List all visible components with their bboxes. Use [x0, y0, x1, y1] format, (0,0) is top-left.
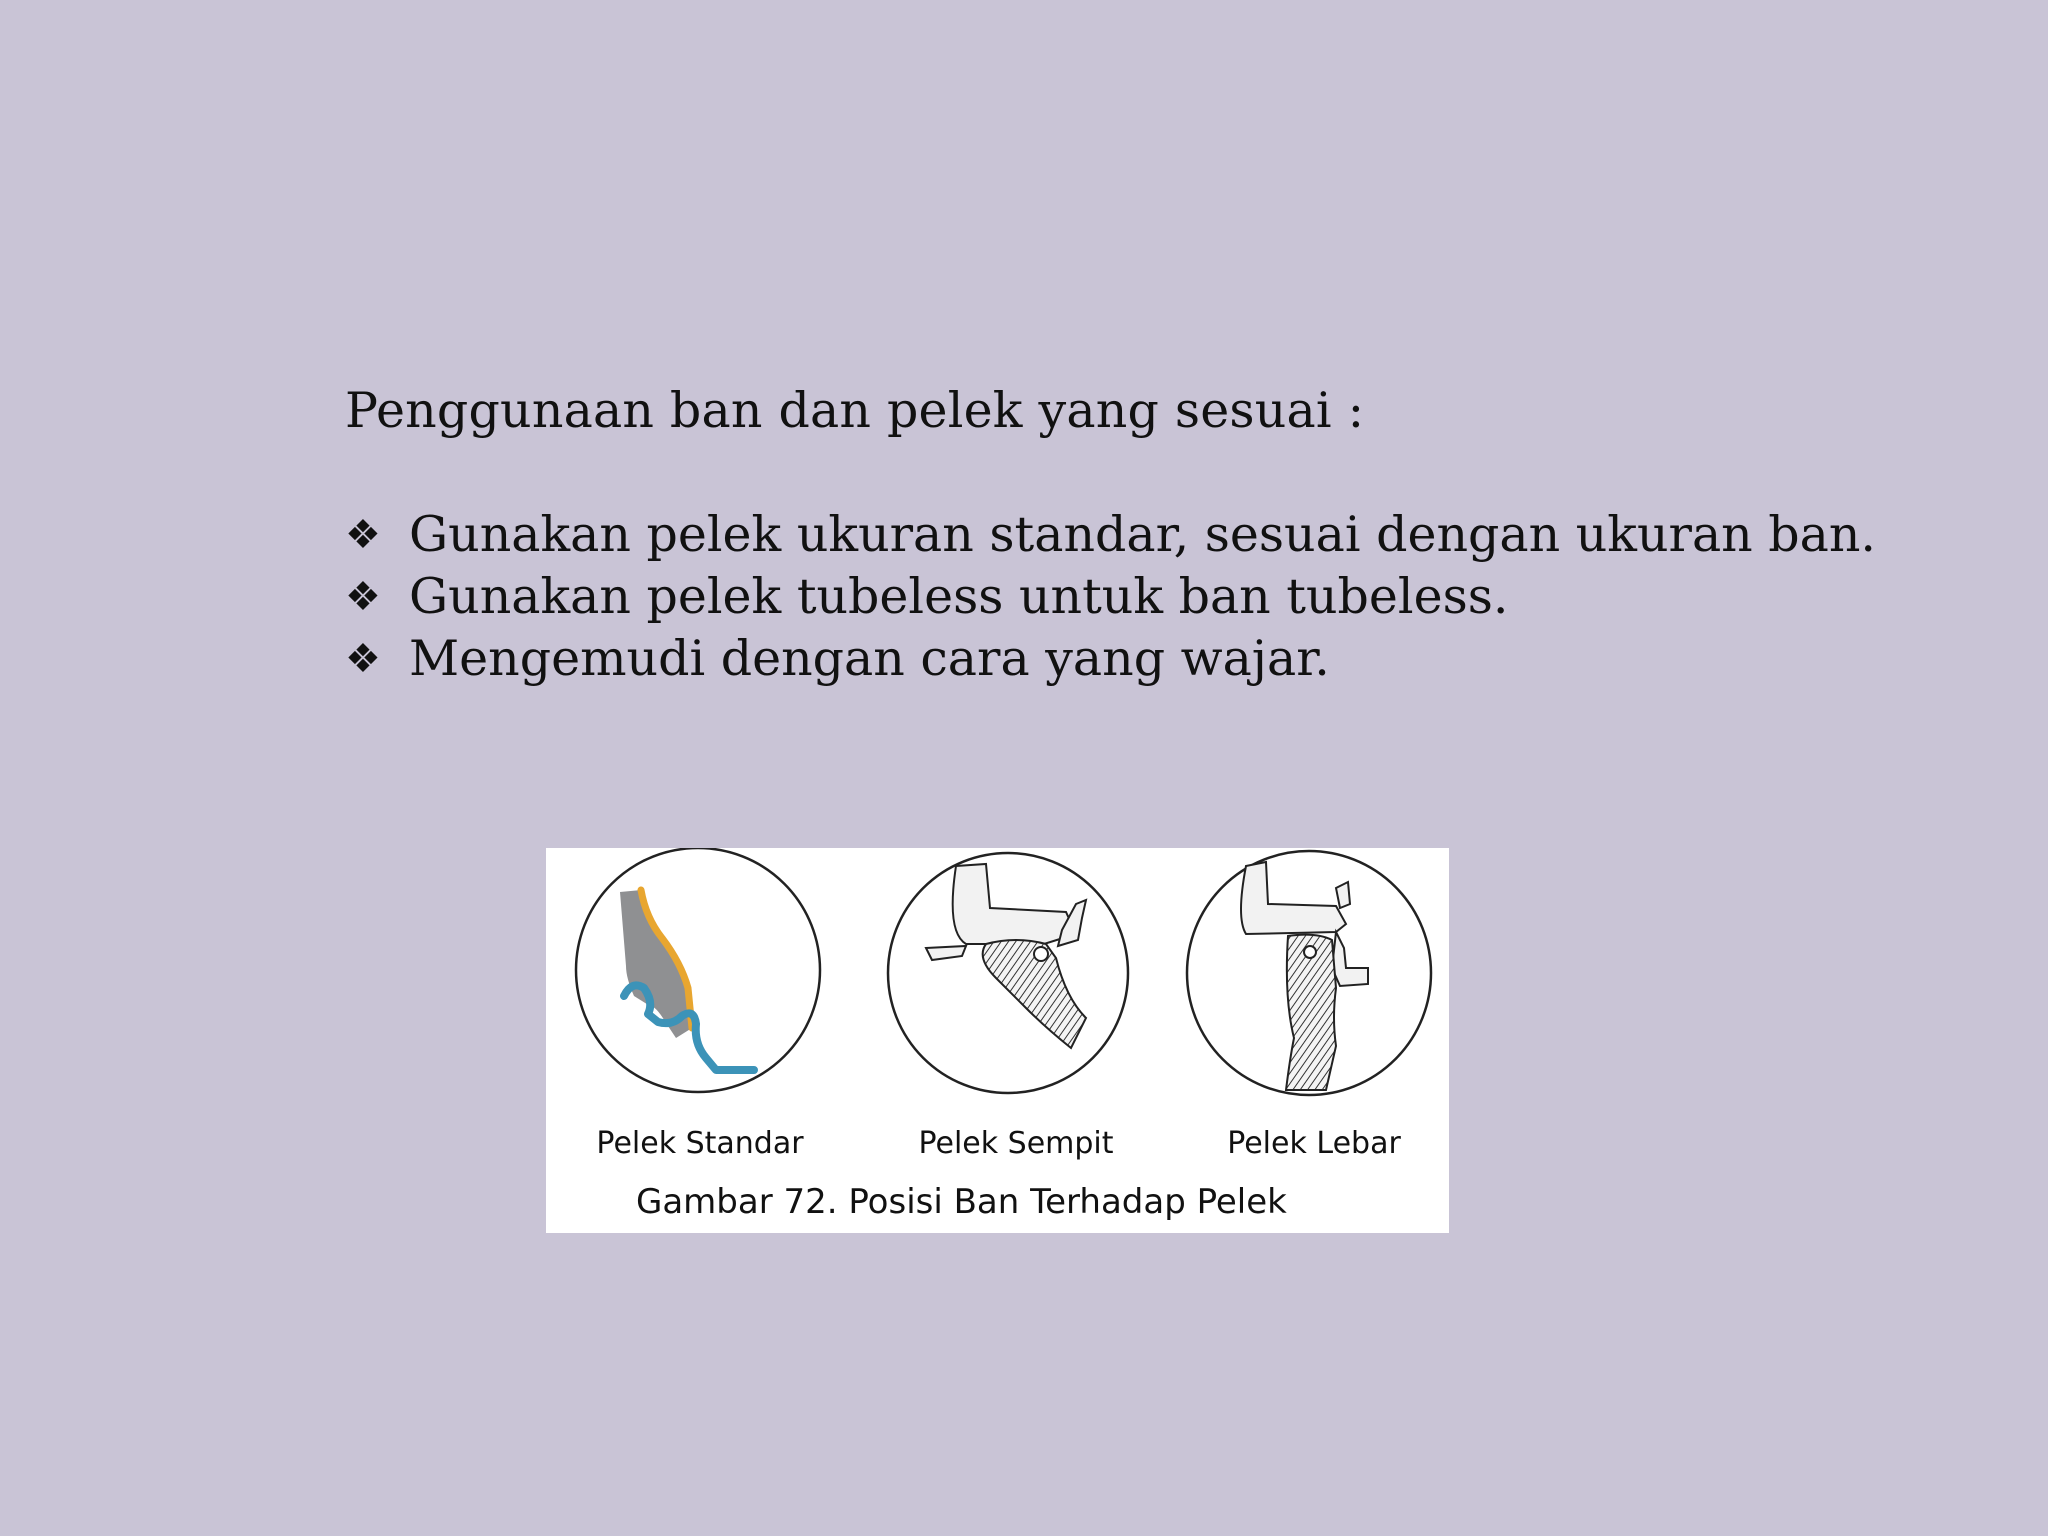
bullet-text: Mengemudi dengan cara yang wajar.: [409, 630, 1330, 687]
standard-rim-label: Pelek Standar: [596, 1126, 804, 1161]
list-item: [345, 628, 1876, 690]
narrow-rim-diagram: [888, 853, 1128, 1093]
bullet-text: Gunakan pelek tubeless untuk ban tubeless.: [409, 568, 1509, 625]
slide-intro-text: Penggunaan ban dan pelek yang sesuai :: [345, 382, 1365, 439]
narrow-rim-label: Pelek Sempit: [918, 1126, 1114, 1161]
rim-position-figure: [546, 848, 1449, 1233]
list-item: [345, 504, 1876, 566]
figure-caption: Gambar 72. Posisi Ban Terhadap Pelek: [636, 1182, 1287, 1222]
wide-rim-diagram: [1187, 851, 1431, 1095]
rim-diagrams-image: [546, 848, 1449, 1233]
list-item: [345, 566, 1876, 628]
bullet-list: [345, 504, 1876, 690]
diamond-bullet-icon: ❖: [345, 574, 381, 620]
diamond-bullet-icon: ❖: [345, 512, 381, 558]
bullet-text: Gunakan pelek ukuran standar, sesuai dengan ukuran ban.: [409, 506, 1877, 563]
standard-rim-diagram: [576, 848, 820, 1092]
diamond-bullet-icon: ❖: [345, 636, 381, 682]
wide-rim-label: Pelek Lebar: [1227, 1126, 1401, 1161]
